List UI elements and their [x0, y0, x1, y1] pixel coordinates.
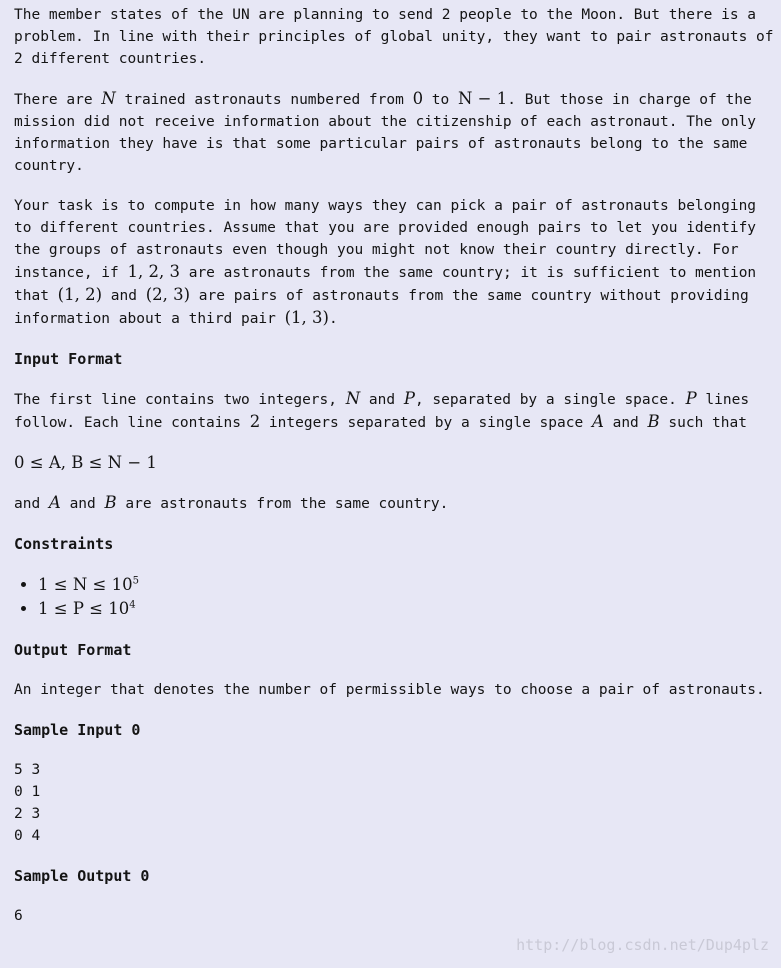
range-formula: 0 ≤ A, B ≤ N − 1: [14, 453, 157, 472]
math-p: P: [403, 389, 415, 408]
text: to: [423, 92, 458, 108]
math-triple: 1, 2, 3: [127, 262, 180, 281]
math-a: A: [591, 412, 604, 431]
math-zero: 0: [412, 89, 424, 108]
output-format-heading: Output Format: [14, 641, 132, 659]
math-pair-1-3: (1, 3): [284, 308, 329, 327]
text: integers separated by a single space: [260, 415, 592, 431]
watermark: http://blog.csdn.net/Dup4plz: [516, 936, 769, 954]
text: are astronauts from the same country.: [116, 496, 449, 512]
constraint-n: • $1 \le N \le 10^5$: [38, 573, 774, 597]
text: trained astronauts numbered from: [115, 92, 413, 108]
text: lines follow. Each line contains: [14, 392, 750, 431]
math-n: N: [345, 389, 361, 408]
astronaut-paragraph: [14, 88, 774, 177]
text: and: [60, 496, 105, 512]
text: .: [329, 311, 338, 327]
text: and: [360, 392, 404, 408]
sample-input-block: [14, 759, 774, 847]
math-pair-1-2: (1, 2): [57, 285, 103, 304]
sample-input-line: 5 3: [14, 762, 41, 778]
task-paragraph: [14, 195, 774, 330]
text: and: [603, 415, 648, 431]
sample-output-heading: Sample Output 0: [14, 867, 150, 885]
constraints-heading: Constraints: [14, 535, 114, 553]
sample-input-heading: Sample Input 0: [14, 721, 141, 739]
constraints-list: [14, 573, 774, 621]
text: are pairs of astronauts from the same country without providing information about a third pair: [14, 288, 749, 327]
sample-output-block: [14, 905, 774, 927]
text: Your task is to compute in how many ways they can pick a pair of astronauts belonging to different countries. Assume that you are provided enough pairs to let you identify the groups of astronauts even though you might not know their country directly. For instance, if: [14, 198, 757, 281]
math-n: N: [101, 89, 116, 108]
math-p: P: [685, 389, 697, 408]
same-country-text: [14, 492, 774, 515]
sample-input-line: 0 1: [14, 784, 41, 800]
output-format-text: An integer that denotes the number of permissible ways to choose a pair of astronauts.: [14, 682, 765, 698]
sample-output-line: 6: [14, 908, 23, 924]
text: are astronauts from the same country; it is sufficient to mention that: [14, 265, 757, 304]
math-two: 2: [249, 412, 261, 431]
math-b: B: [104, 493, 117, 512]
text: The first line contains two integers,: [14, 392, 346, 408]
math-b: B: [647, 412, 660, 431]
sample-input-line: 0 4: [14, 828, 41, 844]
input-format-heading: Input Format: [14, 350, 123, 368]
input-format-text: [14, 388, 774, 434]
problem-statement: [14, 4, 774, 945]
math-pair-2-3: (2, 3): [145, 285, 191, 304]
text: . But those in charge of the mission did not receive information about the citizenship of each astronaut. The only information they have is that some particular pairs of astronauts belong to the same country.: [14, 92, 757, 174]
text: such that: [659, 415, 747, 431]
sample-input-line: 2 3: [14, 806, 41, 822]
text: and: [102, 288, 146, 304]
math-a: A: [48, 493, 61, 512]
constraint-p: • $1 \le P \le 10^4$: [38, 597, 774, 621]
intro-paragraph: The member states of the UN are planning to send 2 people to the Moon. But there is a problem. In line with their principles of global unity, they want to pair astronauts of 2 different countries.: [14, 7, 774, 67]
text: and: [14, 496, 49, 512]
text: , separated by a single space.: [414, 392, 686, 408]
text: There are: [14, 92, 102, 108]
math-n-minus-1: N − 1: [457, 89, 508, 108]
